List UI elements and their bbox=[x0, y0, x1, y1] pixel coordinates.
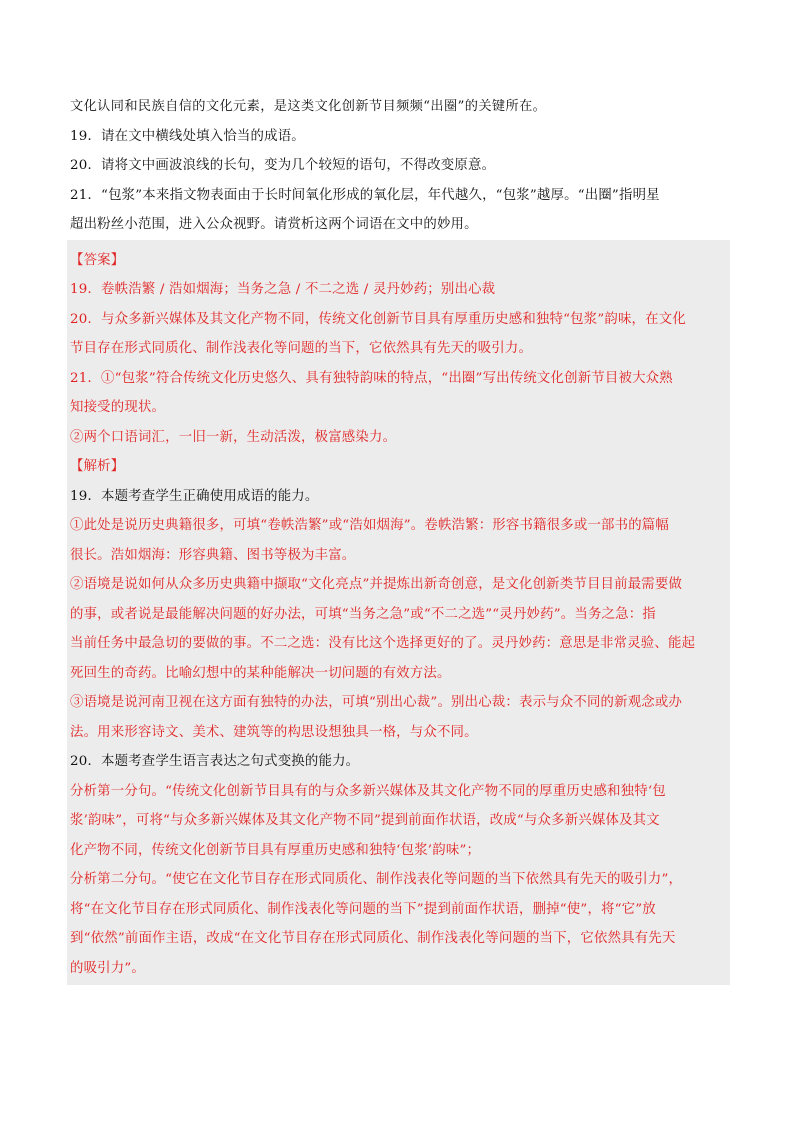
analysis-line: 分析第一分句。“传统文化创新节目具有的与众多新兴媒体及其文化产物不同的厚重历史感和独特‘包 bbox=[70, 783, 666, 799]
analysis-line: 浆’韵味”，可将“与众多新兴媒体及其文化产物不同”提到前面作状语，改成“与众多新兴媒体及其文 bbox=[70, 813, 660, 828]
analysis-line: 的吸引力”。 bbox=[70, 960, 145, 976]
analysis-line: 当前任务中最急切的要做的事。不二之选：没有比这个选择更好的了。灵丹妙药：意思是非常灵验、能起 bbox=[70, 636, 696, 651]
analysis-line: 将“在文化节目存在形式同质化、制作浅表化等问题的当下”提到前面作状语，删掉“使”，将“它”放 bbox=[70, 901, 656, 917]
analysis-line: ②语境是说如何从众多历史典籍中撷取“文化亮点”并提炼出新奇创意，是文化创新类节目目前最需要做 bbox=[70, 577, 683, 592]
answer-line: 20．与众多新兴媒体及其文化产物不同，传统文化创新节目具有厚重历史感和独特“包浆”韵味，在文化 bbox=[70, 311, 686, 327]
analysis-line: 20．本题考查学生语言表达之句式变换的能力。 bbox=[70, 754, 360, 769]
analysis-line: 化产物不同，传统文化创新节目具有厚重历史感和独特‘包浆’韵味”； bbox=[70, 842, 481, 858]
analysis-heading: 【解析】 bbox=[70, 459, 125, 474]
answer-line: ②两个口语词汇，一旧一新，生动活泼，极富感染力。 bbox=[70, 429, 397, 445]
question-21-continued: 超出粉丝小范围，进入公众视野。请赏析这两个词语在文中的妙用。 bbox=[70, 217, 478, 232]
question-19: 19．请在文中横线处填入恰当的成语。 bbox=[70, 128, 305, 144]
analysis-line: ③语境是说河南卫视在这方面有独特的办法，可填“别出心裁”。别出心裁：表示与众不同的新观念或办 bbox=[70, 695, 683, 710]
document-page bbox=[70, 92, 730, 985]
question-21: 21．“包浆”本来指文物表面由于长时间氧化形成的氧化层，年代越久，“包浆”越厚。“出圈”指明星 bbox=[70, 187, 660, 203]
analysis-line: 法。用来形容诗文、美术、建筑等的构思设想独具一格，与众不同。 bbox=[70, 724, 478, 740]
answer-line: 19．卷帙浩繁 / 浩如烟海；当务之急 / 不二之选 / 灵丹妙药；别出心裁 bbox=[70, 282, 496, 297]
answer-analysis-section bbox=[67, 240, 730, 986]
questions-block bbox=[70, 122, 730, 240]
answer-line: 21．①“包浆”符合传统文化历史悠久、具有独特韵味的特点，“出圈”写出传统文化创新节目被大众熟 bbox=[70, 370, 673, 386]
analysis-line: 的事，或者说是最能解决问题的好办法，可填“当务之急”或“不二之选”“灵丹妙药”。当务之急：指 bbox=[70, 606, 656, 622]
answer-line: 节目存在形式同质化、制作浅表化等问题的当下，它依然具有先天的吸引力。 bbox=[70, 341, 533, 356]
analysis-line: 19．本题考查学生正确使用成语的能力。 bbox=[70, 488, 319, 504]
analysis-line: 分析第二分句。“使它在文化节目存在形式同质化、制作浅表化等问题的当下依然具有先天的吸引力”， bbox=[70, 872, 683, 887]
intro-line: 文化认同和民族自信的文化元素，是这类文化创新节目频频“出圈”的关键所在。 bbox=[70, 99, 547, 114]
analysis-line: 很长。浩如烟海：形容典籍、图书等极为丰富。 bbox=[70, 547, 356, 563]
question-20: 20．请将文中画波浪线的长句，变为几个较短的语句，不得改变原意。 bbox=[70, 158, 496, 173]
analysis-line: 到“依然”前面作主语，改成“在文化节目存在形式同质化、制作浅表化等问题的当下，它依然具有先天 bbox=[70, 931, 676, 946]
answer-heading: 【答案】 bbox=[70, 252, 125, 268]
analysis-line: ①此处是说历史典籍很多，可填“卷帙浩繁”或“浩如烟海”。卷帙浩繁：形容书籍很多或一部书的篇幅 bbox=[70, 518, 669, 533]
analysis-line: 死回生的奇药。比喻幻想中的某种能解决一切问题的有效方法。 bbox=[70, 665, 451, 681]
answer-line: 知接受的现状。 bbox=[70, 400, 166, 415]
